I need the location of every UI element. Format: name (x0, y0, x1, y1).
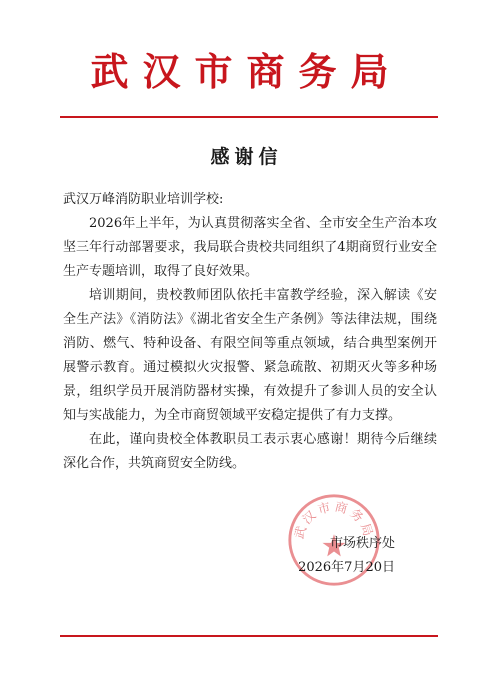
svg-text:武汉市商务局: 武汉市商务局 (291, 498, 377, 541)
signature-date: 2026年7月20日 (298, 560, 395, 575)
footer-divider (60, 635, 438, 637)
letterhead-title: 武汉市商务局 (90, 49, 403, 94)
letter-paragraph-3: 在此，谨向贵校全体教职员工表示衷心感谢！期待今后继续深化合作，共筑商贸安全防线。 (63, 432, 437, 471)
letter-title: 感谢信 (210, 146, 283, 168)
letter-salutation: 武汉万峰消防职业培训学校: (63, 192, 224, 207)
letter-paragraph-1: 2026年上半年，为认真贯彻落实全省、全市安全生产治本攻坚三年行动部署要求，我局联合贵校共同组织了4期商贸行业安全生产专题培训，取得了良好效果。 (63, 216, 437, 279)
letterhead-divider-top (60, 116, 438, 118)
letter-body (63, 188, 437, 476)
signature-block (0, 532, 395, 580)
letter-paragraph-2: 培训期间，贵校教师团队依托丰富教学经验，深入解读《安全生产法》《消防法》《湖北省安全生产条例》等法律法规，围绕消防、燃气、特种设备、有限空间等重点领域，结合典型案例开展警示教育。通过模拟火灾报警、紧急疏散、初期灭火等多种场景，组织学员开展消防器材实操，有效提升了参训人员的安全认知与实战能力，为全市商贸领域平安稳定提供了有力支撑。 (63, 288, 437, 423)
signature-department: 市场秩序处 (329, 536, 395, 551)
